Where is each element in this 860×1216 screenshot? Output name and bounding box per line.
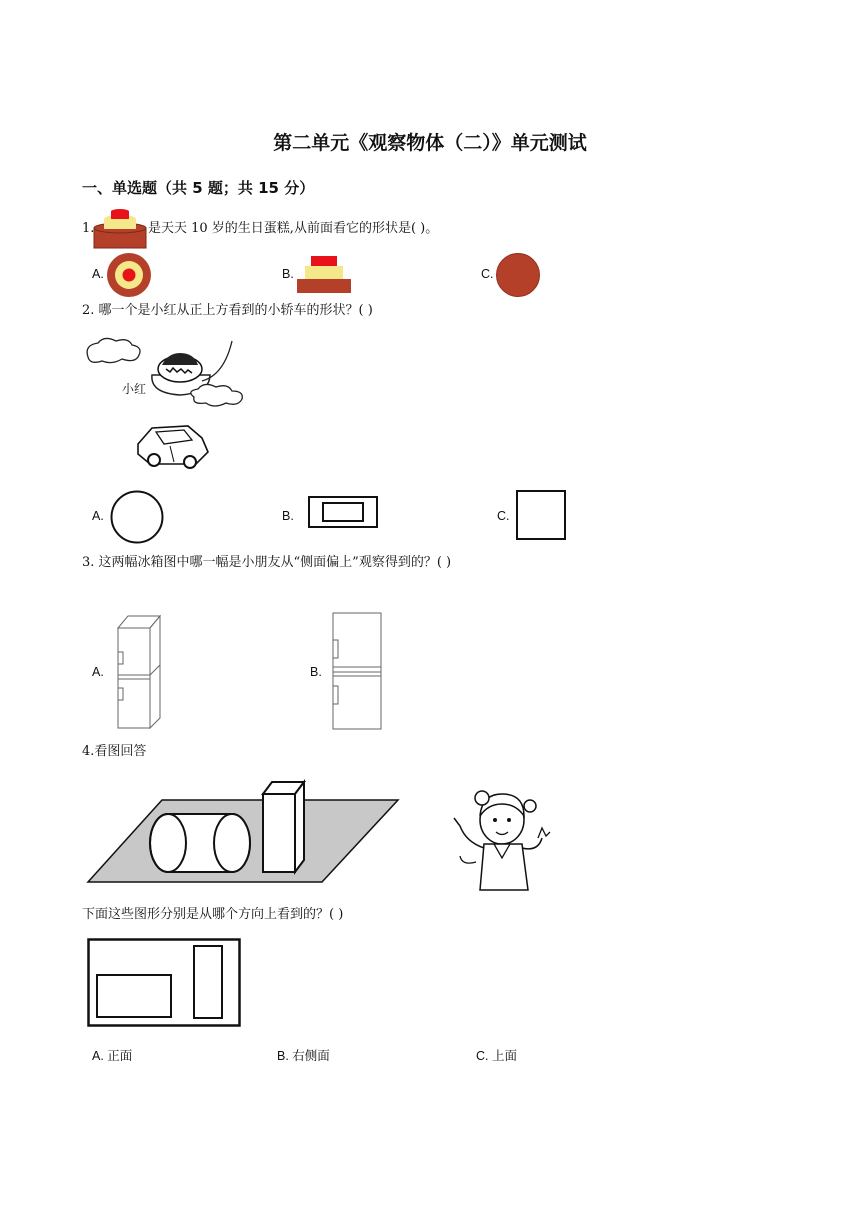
question-1-text: 是天天 10 岁的生日蛋糕,从前面看它的形状是( )。 <box>148 221 439 236</box>
question-3-text: 3. 这两幅冰箱图中哪一幅是小朋友从“侧面偏上”观察得到的？( ) <box>82 555 452 570</box>
option-b-rectangle-in-rectangle[interactable] <box>308 496 380 530</box>
cake-illustration <box>92 210 148 250</box>
car-illustration <box>134 420 212 470</box>
option-c[interactable]: C. 上面 <box>476 1049 517 1063</box>
option-a[interactable]: A. <box>92 267 104 281</box>
option-b-fridge-front[interactable] <box>332 612 384 732</box>
option-b[interactable]: B. 右侧面 <box>277 1049 330 1063</box>
option-a[interactable]: A. <box>92 509 104 523</box>
option-c-square[interactable] <box>516 490 568 542</box>
option-a-concentric-circles[interactable] <box>106 252 154 298</box>
girl-name-label: 小红 <box>122 382 147 396</box>
option-c[interactable]: C. <box>497 509 510 523</box>
question-2-text: 2. 哪一个是小红从正上方看到的小轿车的形状？( ) <box>82 303 373 318</box>
option-a-fridge-angled[interactable] <box>116 614 164 730</box>
option-a[interactable]: A. <box>92 665 104 679</box>
question-4-text: 4.看图回答 <box>82 744 147 759</box>
option-b[interactable]: B. <box>282 509 294 523</box>
girl-in-balloon-illustration <box>82 335 272 415</box>
option-a-circle[interactable] <box>110 490 164 544</box>
option-b[interactable]: B. <box>310 665 322 679</box>
option-c[interactable]: C. <box>481 267 494 281</box>
option-c-circle[interactable] <box>495 252 541 298</box>
option-b[interactable]: B. <box>282 267 294 281</box>
option-b-stacked-rectangles[interactable] <box>297 256 353 294</box>
question-number: 1. <box>82 221 95 236</box>
question-4-subtext: 下面这些图形分别是从哪个方向上看到的？( ) <box>82 907 344 922</box>
view-diagram <box>87 938 243 1030</box>
cylinder-and-prism-on-plane <box>86 780 402 884</box>
section-heading: 一、单选题（共 5 题；共 15 分） <box>82 179 315 197</box>
page-title: 第二单元《观察物体（二）》单元测试 <box>273 132 587 154</box>
option-a[interactable]: A. 正面 <box>92 1049 133 1063</box>
girl-pointing-illustration <box>446 782 556 894</box>
